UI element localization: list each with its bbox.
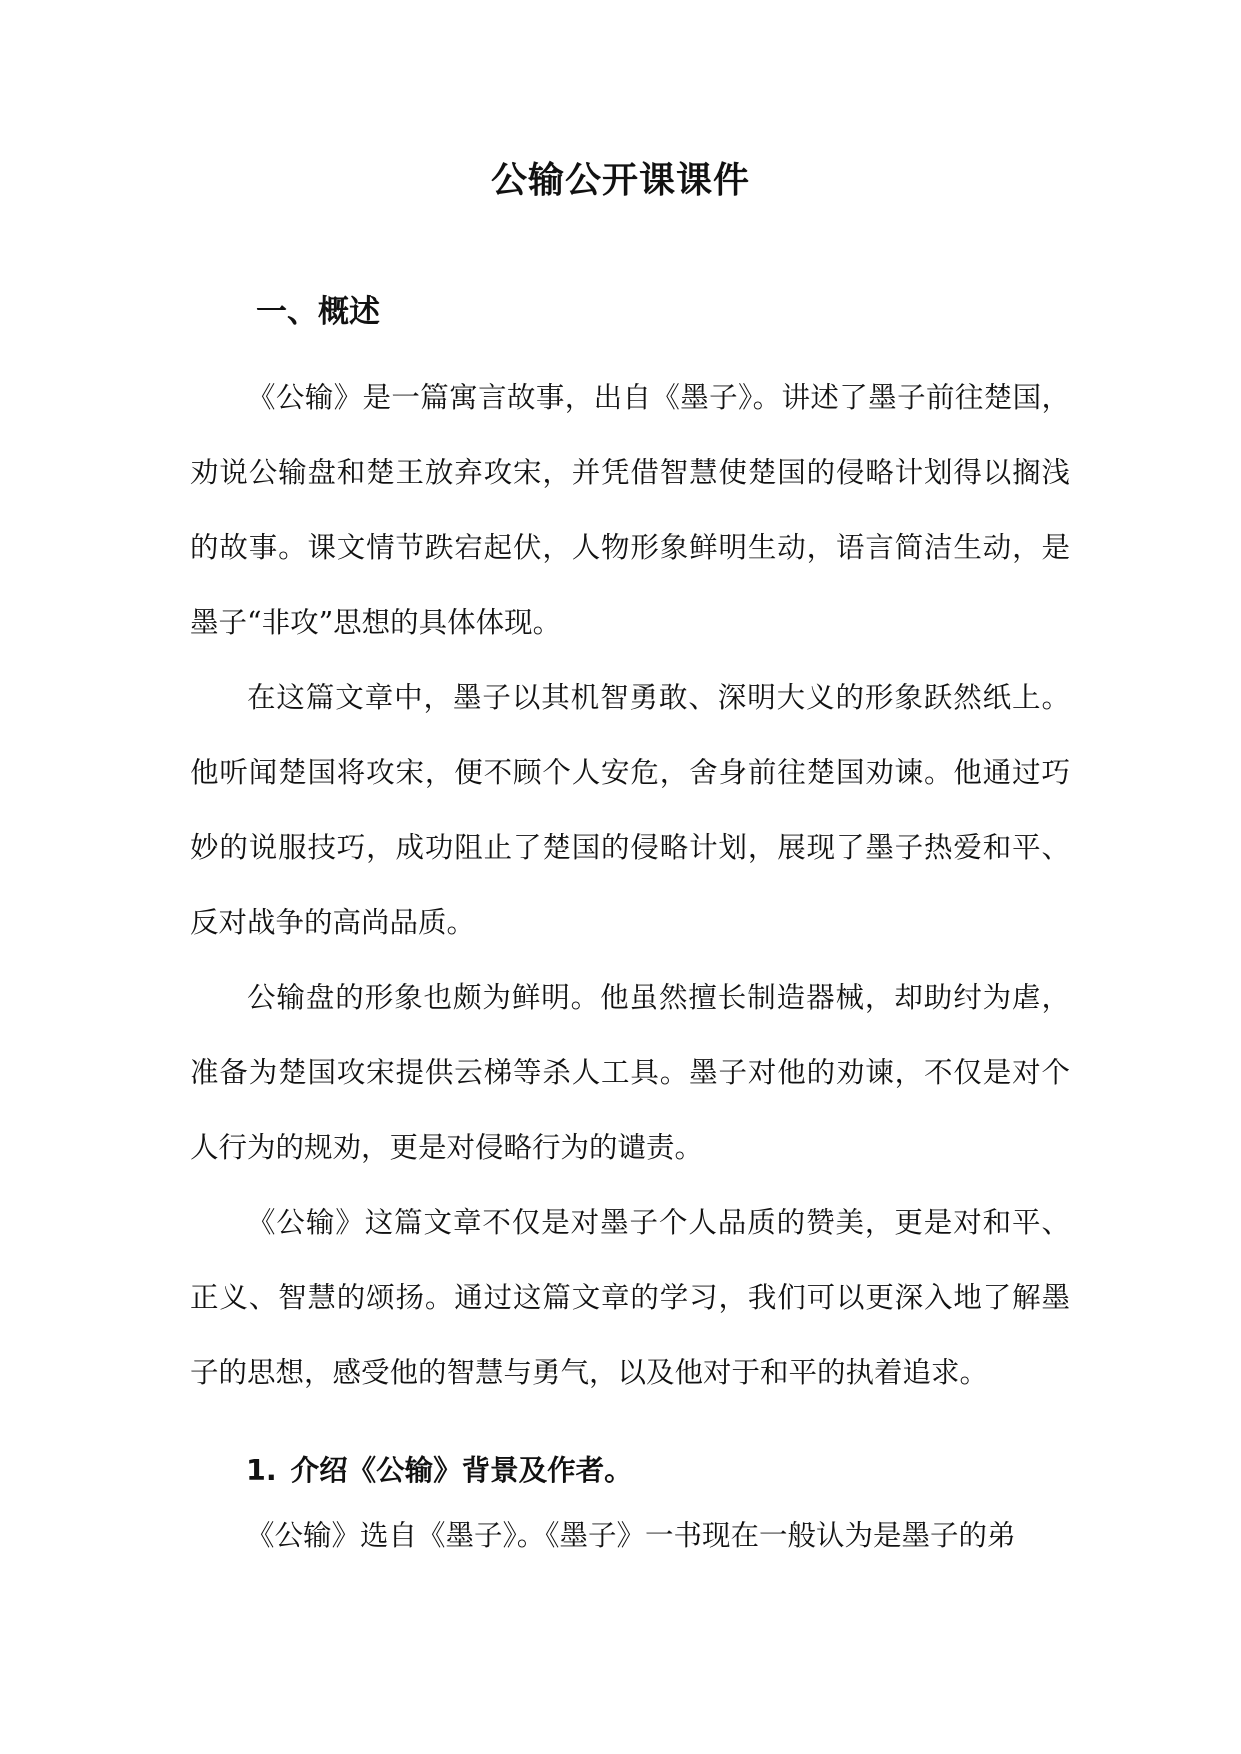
subsection-heading xyxy=(246,1448,633,1489)
section-heading-overview: 一、概述 xyxy=(256,294,380,330)
paragraph: 《公输》是一篇寓言故事，出自《墨子》。讲述了墨子前往楚国，劝说公输盘和楚王放弃攻宋，并凭借智慧使楚国的侵略计划得以搁浅的故事。课文情节跌宕起伏，人物形象鲜明生动，语言简洁生动，是墨子“非攻”思想的具体体现。 xyxy=(190,381,1070,639)
document-title: 公输公开课课件 xyxy=(490,160,750,201)
subsection-text: 《公输》选自《墨子》。《墨子》一书现在一般认为是墨子的弟 xyxy=(246,1519,1016,1552)
paragraph: 公输盘的形象也颇为鲜明。他虽然擅长制造器械，却助纣为虐，准备为楚国攻宋提供云梯等杀人工具。墨子对他的劝谏，不仅是对个人行为的规劝，更是对侵略行为的谴责。 xyxy=(190,981,1070,1164)
subsection-number: 1. xyxy=(246,1454,277,1487)
section-body xyxy=(190,360,1070,1410)
paragraph: 在这篇文章中，墨子以其机智勇敢、深明大义的形象跃然纸上。他听闻楚国将攻宋，便不顾个人安危，舍身前往楚国劝谏。他通过巧妙的说服技巧，成功阻止了楚国的侵略计划，展现了墨子热爱和平、反对战争的高尚品质。 xyxy=(190,681,1070,939)
paragraph: 《公输》这篇文章不仅是对墨子个人品质的赞美，更是对和平、正义、智慧的颂扬。通过这篇文章的学习，我们可以更深入地了解墨子的思想，感受他的智慧与勇气，以及他对于和平的执着追求。 xyxy=(190,1206,1070,1389)
subsection-heading-text: 介绍《公输》背景及作者。 xyxy=(290,1454,633,1487)
